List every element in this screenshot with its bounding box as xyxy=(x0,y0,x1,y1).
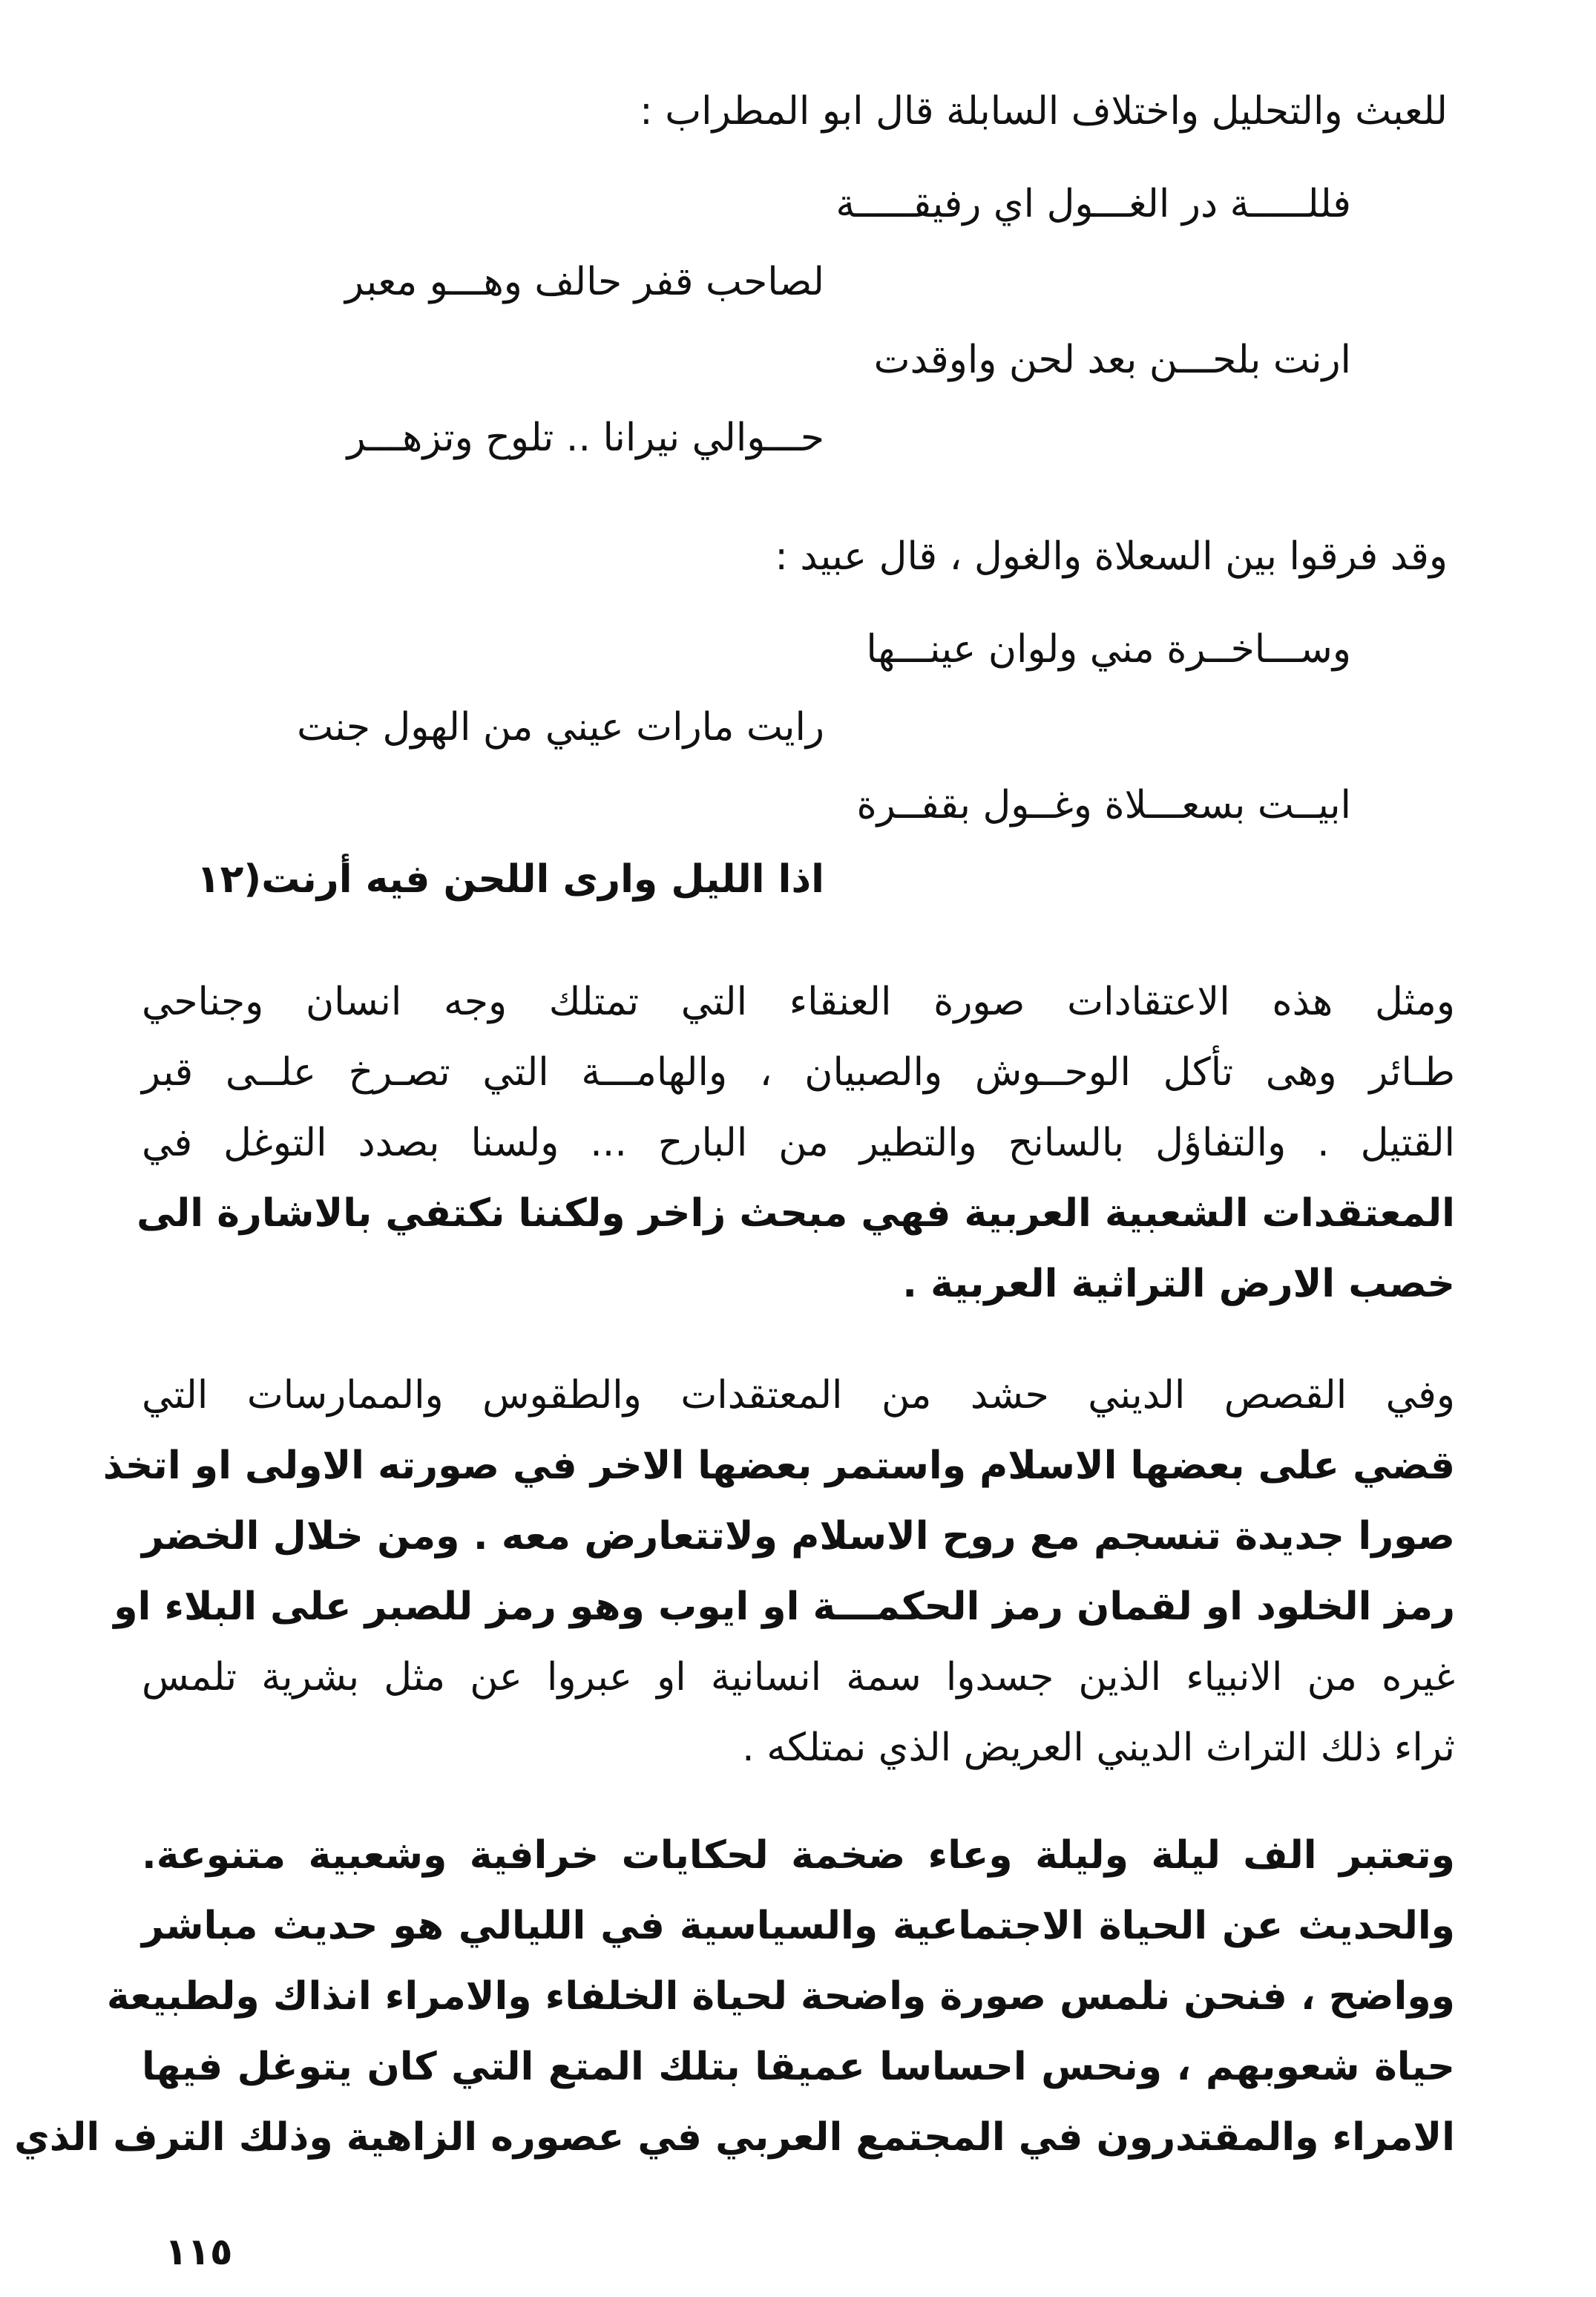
paragraph3-line-5: الامراء والمقتدرون في المجتمع العربي في عصوره الزاهية وذلك الترف الذي xyxy=(14,2115,1455,2160)
poem2-verse-3: ابيــت بسعـــلاة وغــول بقفــرة xyxy=(856,783,1351,828)
page-number: ١١٥ xyxy=(165,2230,233,2273)
paragraph1-line-3: القتيل . والتفاؤل بالسانح والتطير من البارح ... ولسنا بصدد التوغل في xyxy=(142,1121,1455,1165)
paragraph3-line-1: وتعتبر الف ليلة وليلة وعاء ضخمة لحكايات خرافية وشعبية متنوعة. xyxy=(142,1833,1455,1878)
intro-line-2: وقد فرقوا بين السعلاة والغول ، قال عبيد : xyxy=(775,534,1448,579)
poem1-verse-2: لصاحب قفر حالف وهـــو معبر xyxy=(344,260,824,304)
paragraph1-line-4: المعتقدات الشعبية العربية فهي مبحث زاخر ولكننا نكتفي بالاشارة الى xyxy=(137,1191,1455,1236)
poem2-verse-4: اذا الليل وارى اللحن فيه أرنت(١٢ xyxy=(196,857,824,902)
paragraph3-line-3: وواضح ، فنحن نلمس صورة واضحة لحياة الخلفاء والامراء انذاك ولطبيعة xyxy=(106,1974,1455,2019)
paragraph2-line-1: وفي القصص الديني حشد من المعتقدات والطقوس والممارسات التي xyxy=(142,1373,1455,1418)
poem1-verse-1: فللـــــة در الغـــول اي رفيقـــــة xyxy=(835,182,1351,226)
poem1-verse-4: حـــوالي نيرانا .. تلوح وتزهـــر xyxy=(347,416,824,460)
paragraph3-line-4: حياة شعوبهم ، ونحس احساسا عميقا بتلك المتع التي كان يتوغل فيها xyxy=(142,2045,1455,2089)
paragraph3-line-2: والحديث عن الحياة الاجتماعية والسياسية في الليالي هو حديث مباشر xyxy=(142,1904,1455,1948)
intro-line: للعبث والتحليل واختلاف السابلة قال ابو المطراب : xyxy=(640,89,1448,134)
paragraph2-line-3: صورا جديدة تنسجم مع روح الاسلام ولاتتعارض معه . ومن خلال الخضر xyxy=(142,1514,1455,1559)
poem1-verse-3: ارنت بلحـــن بعد لحن واوقدت xyxy=(873,338,1351,382)
paragraph1-line-5: خصب الارض التراثية العربية . xyxy=(902,1262,1455,1306)
paragraph2-line-5: غيره من الانبياء الذين جسدوا سمة انسانية او عبروا عن مثل بشرية تلمس xyxy=(142,1655,1455,1700)
paragraph2-line-6: ثراء ذلك التراث الديني العريض الذي نمتلكه . xyxy=(742,1726,1455,1770)
paragraph1-line-2: طـائر وهى تأكل الوحــوش والصبيان ، والهامـــة التي تصـرخ علــى قبر xyxy=(142,1050,1455,1095)
poem2-verse-2: رايت مارات عيني من الهول جنت xyxy=(297,705,824,750)
poem2-verse-1: وســـاخــرة مني ولوان عينـــها xyxy=(866,627,1351,672)
paragraph2-line-2: قضي على بعضها الاسلام واستمر بعضها الاخر في صورته الاولى او اتخذ xyxy=(102,1444,1455,1488)
paragraph1-line-1: ومثل هذه الاعتقادات صورة العنقاء التي تمتلك وجه انسان وجناحي xyxy=(142,980,1455,1024)
paragraph2-line-4: رمز الخلود او لقمان رمز الحكمـــة او ايوب وهو رمز للصبر على البلاء او xyxy=(114,1585,1455,1629)
